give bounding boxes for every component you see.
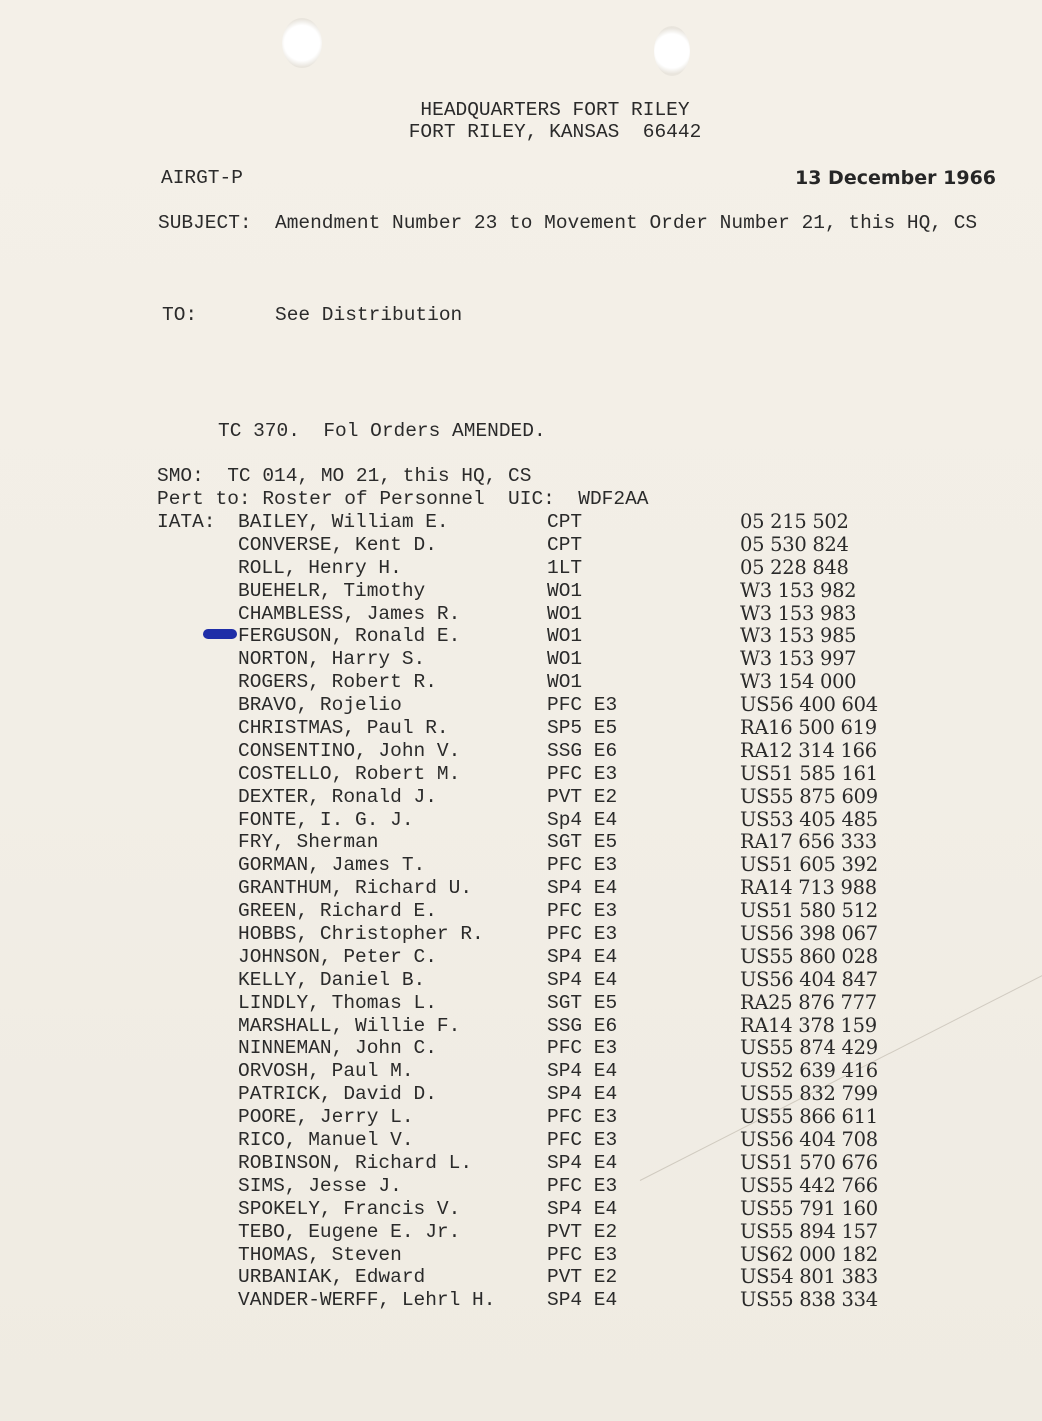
personnel-name: CONVERSE, Kent D. (238, 533, 437, 556)
personnel-name: TEBO, Eugene E. Jr. (238, 1220, 461, 1243)
personnel-name: VANDER-WERFF, Lehrl H. (238, 1289, 496, 1312)
pert-line: Pert to: Roster of Personnel UIC: WDF2AA (157, 488, 649, 510)
personnel-name: GORMAN, James T. (238, 854, 426, 877)
personnel-service-number: RA17 656 333 (740, 830, 877, 854)
punch-hole (282, 18, 322, 68)
personnel-grade: Sp4 E4 (547, 808, 618, 831)
personnel-name: SPOKELY, Francis V. (238, 1197, 461, 1220)
personnel-service-number: RA12 314 166 (740, 738, 877, 762)
personnel-name: BUEHELR, Timothy (238, 579, 426, 602)
personnel-service-number: US52 639 416 (740, 1059, 878, 1083)
personnel-name: ORVOSH, Paul M. (238, 1060, 414, 1083)
personnel-name: SIMS, Jesse J. (238, 1174, 402, 1197)
header-line-2: FORT RILEY, KANSAS 66442 (408, 121, 702, 143)
personnel-service-number: US55 894 157 (740, 1219, 878, 1243)
personnel-service-number: US55 791 160 (740, 1196, 878, 1220)
personnel-service-number: US53 405 485 (740, 807, 878, 831)
personnel-grade: WO1 (547, 648, 583, 671)
personnel-grade: SP4 E4 (547, 1289, 618, 1312)
order-line: TC 370. Fol Orders AMENDED. (218, 420, 546, 442)
to-text: See Distribution (275, 304, 463, 326)
personnel-grade: PFC E3 (547, 1106, 618, 1129)
personnel-grade: PVT E2 (547, 1220, 618, 1243)
subject-label: SUBJECT: (158, 212, 252, 234)
ink-mark (203, 629, 237, 639)
personnel-grade: WO1 (547, 602, 583, 625)
header-line-1: HEADQUARTERS FORT RILEY (420, 99, 690, 121)
personnel-grade: SP4 E4 (547, 1151, 618, 1174)
document-date: 13 December 1966 (795, 167, 997, 189)
personnel-service-number: 05 530 824 (740, 532, 849, 556)
personnel-name: FONTE, I. G. J. (238, 808, 414, 831)
punch-hole (654, 26, 690, 76)
personnel-grade: PVT E2 (547, 1266, 618, 1289)
personnel-grade: PFC E3 (547, 1243, 618, 1266)
personnel-service-number: RA25 876 777 (740, 990, 877, 1014)
personnel-grade: PFC E3 (547, 854, 618, 877)
personnel-name: FRY, Sherman (238, 831, 379, 854)
personnel-grade: SP4 E4 (547, 1197, 618, 1220)
personnel-grade: SSG E6 (547, 739, 618, 762)
personnel-grade: SSG E6 (547, 1014, 618, 1037)
personnel-grade: SP4 E4 (547, 1083, 618, 1106)
personnel-name: LINDLY, Thomas L. (238, 991, 437, 1014)
personnel-service-number: US51 585 161 (740, 761, 878, 785)
office-symbol: AIRGT-P (161, 167, 243, 189)
personnel-service-number: US51 605 392 (740, 853, 878, 877)
to-label: TO: (162, 304, 198, 326)
personnel-name: ROBINSON, Richard L. (238, 1151, 473, 1174)
personnel-name: HOBBS, Christopher R. (238, 923, 484, 946)
personnel-service-number: US56 404 708 (740, 1128, 878, 1152)
personnel-service-number: US55 838 334 (740, 1288, 878, 1312)
subject-text: Amendment Number 23 to Movement Order Number 21, this HQ, CS (275, 212, 978, 234)
personnel-grade: CPT (547, 511, 583, 533)
personnel-service-number: RA14 378 159 (740, 1013, 877, 1037)
personnel-service-number: W3 154 000 (740, 670, 857, 694)
personnel-service-number: US51 570 676 (740, 1150, 878, 1174)
personnel-service-number: US55 874 429 (740, 1036, 878, 1060)
personnel-service-number: W3 153 983 (740, 601, 857, 625)
personnel-grade: SP5 E5 (547, 717, 618, 740)
personnel-service-number: W3 153 985 (740, 624, 857, 648)
personnel-name: POORE, Jerry L. (238, 1106, 414, 1129)
personnel-name: JOHNSON, Peter C. (238, 945, 437, 968)
personnel-service-number: US55 866 611 (740, 1105, 878, 1129)
personnel-grade: WO1 (547, 625, 583, 648)
personnel-grade: PFC E3 (547, 900, 618, 923)
personnel-name: CHAMBLESS, James R. (238, 602, 461, 625)
personnel-service-number: US56 398 067 (740, 922, 878, 946)
personnel-name: CHRISTMAS, Paul R. (238, 717, 449, 740)
personnel-name: GREEN, Richard E. (238, 900, 437, 923)
personnel-grade: SGT E5 (547, 991, 618, 1014)
personnel-name: BAILEY, William E. (238, 511, 449, 533)
personnel-service-number: RA14 713 988 (740, 876, 877, 900)
personnel-service-number: 05 228 848 (740, 555, 849, 579)
personnel-service-number: US56 404 847 (740, 967, 878, 991)
personnel-name: ROGERS, Robert R. (238, 671, 437, 694)
personnel-grade: WO1 (547, 579, 583, 602)
personnel-grade: WO1 (547, 671, 583, 694)
personnel-name: URBANIAK, Edward (238, 1266, 426, 1289)
personnel-grade: SP4 E4 (547, 968, 618, 991)
personnel-grade: PFC E3 (547, 923, 618, 946)
personnel-service-number: US54 801 383 (740, 1265, 878, 1289)
personnel-name: THOMAS, Steven (238, 1243, 402, 1266)
personnel-service-number: 05 215 502 (740, 510, 849, 533)
personnel-grade: PVT E2 (547, 785, 618, 808)
personnel-service-number: US55 442 766 (740, 1173, 878, 1197)
personnel-name: PATRICK, David D. (238, 1083, 437, 1106)
personnel-service-number: US62 000 182 (740, 1242, 878, 1266)
smo-line: SMO: TC 014, MO 21, this HQ, CS (157, 465, 532, 487)
personnel-grade: SP4 E4 (547, 1060, 618, 1083)
personnel-name: NINNEMAN, John C. (238, 1037, 437, 1060)
personnel-name: KELLY, Daniel B. (238, 968, 426, 991)
personnel-grade: PFC E3 (547, 762, 618, 785)
personnel-grade: CPT (547, 533, 583, 556)
personnel-name: DEXTER, Ronald J. (238, 785, 437, 808)
personnel-service-number: US55 875 609 (740, 784, 878, 808)
personnel-grade: PFC E3 (547, 1174, 618, 1197)
personnel-service-number: US56 400 604 (740, 693, 878, 717)
personnel-service-number: US55 832 799 (740, 1082, 878, 1106)
personnel-name: ROLL, Henry H. (238, 556, 402, 579)
personnel-name: COSTELLO, Robert M. (238, 762, 461, 785)
personnel-grade: SP4 E4 (547, 877, 618, 900)
personnel-grade: PFC E3 (547, 1129, 618, 1152)
personnel-name: NORTON, Harry S. (238, 648, 426, 671)
personnel-service-number: US51 580 512 (740, 899, 878, 923)
personnel-name: GRANTHUM, Richard U. (238, 877, 473, 900)
personnel-service-number: W3 153 997 (740, 647, 857, 671)
personnel-name: CONSENTINO, John V. (238, 739, 461, 762)
personnel-name: MARSHALL, Willie F. (238, 1014, 461, 1037)
personnel-service-number: W3 153 982 (740, 578, 857, 602)
personnel-grade: 1LT (547, 556, 583, 579)
personnel-name: FERGUSON, Ronald E. (238, 625, 461, 648)
personnel-grade: PFC E3 (547, 1037, 618, 1060)
iata-label: IATA: (157, 511, 216, 533)
personnel-service-number: RA16 500 619 (740, 716, 877, 740)
personnel-grade: SGT E5 (547, 831, 618, 854)
personnel-grade: PFC E3 (547, 694, 618, 717)
personnel-name: BRAVO, Rojelio (238, 694, 402, 717)
personnel-name: RICO, Manuel V. (238, 1129, 414, 1152)
personnel-service-number: US55 860 028 (740, 944, 878, 968)
personnel-grade: SP4 E4 (547, 945, 618, 968)
